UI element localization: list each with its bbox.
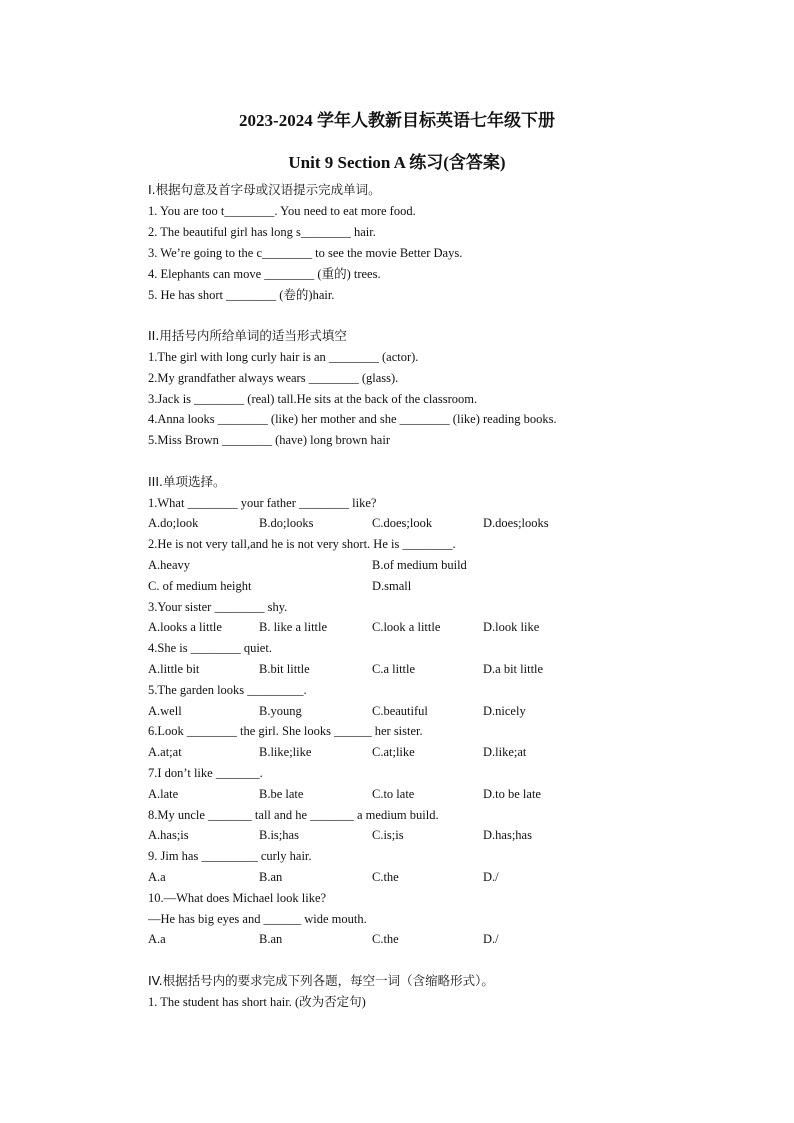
option-c: C.at;like (372, 745, 415, 759)
option-c: C.does;look (372, 516, 433, 530)
question-stem: 5.The garden looks _________. (148, 683, 307, 697)
option-d: D.to be late (483, 787, 541, 801)
option-d: D.has;has (483, 828, 532, 842)
option-a: A.a (148, 932, 166, 946)
option-d: D.nicely (483, 704, 526, 718)
option-b: B.be late (259, 787, 304, 801)
option-a: A.do;look (148, 516, 199, 530)
option-b: B.do;looks (259, 516, 314, 530)
option-a: A.has;is (148, 828, 189, 842)
question-stem: 6.Look ________ the girl. She looks ______ her sister. (148, 724, 423, 738)
option-c: C.is;is (372, 828, 404, 842)
section-1-item: 4. Elephants can move ________ (重的) trees. (148, 267, 381, 281)
option-b: B.is;has (259, 828, 299, 842)
question-stem-line-2: —He has big eyes and ______ wide mouth. (148, 912, 367, 926)
section-2-item: 1.The girl with long curly hair is an ________ (actor). (148, 350, 419, 364)
option-a: A.a (148, 870, 166, 884)
option-b: B.young (259, 704, 302, 718)
option-a: A.late (148, 787, 179, 801)
question-stem: 2.He is not very tall,and he is not very short. He is ________. (148, 537, 456, 551)
option-c: C.to late (372, 787, 415, 801)
section-4-item: 1. The student has short hair. (改为否定句) (148, 995, 366, 1009)
page-title: 2023-2024 学年人教新目标英语七年级下册 (239, 111, 555, 130)
question-stem: 3.Your sister ________ shy. (148, 600, 288, 614)
option-a: A.little bit (148, 662, 200, 676)
question-stem: 9. Jim has _________ curly hair. (148, 849, 312, 863)
option-a: A.well (148, 704, 182, 718)
option-d: D.small (372, 579, 412, 593)
question-stem: 8.My uncle _______ tall and he _______ a medium build. (148, 808, 439, 822)
option-d: D./ (483, 932, 499, 946)
option-b: B.an (259, 932, 283, 946)
option-c: C.the (372, 870, 399, 884)
question-stem: 7.I don’t like _______. (148, 766, 263, 780)
option-d: D.look like (483, 620, 540, 634)
question-stem: 4.She is ________ quiet. (148, 641, 272, 655)
section-1-item: 5. He has short ________ (卷的)hair. (148, 288, 335, 302)
section-2-item: 2.My grandfather always wears ________ (glass). (148, 371, 399, 385)
section-1-item: 3. We’re going to the c________ to see the movie Better Days. (148, 246, 463, 260)
page-subtitle: Unit 9 Section A 练习(含答案) (288, 153, 506, 172)
option-d: D.a bit little (483, 662, 544, 676)
option-d: D.does;looks (483, 516, 549, 530)
section-4-heading: IV.根据括号内的要求完成下列各题，每空一词（含缩略形式）。 (148, 973, 494, 988)
option-a: A.at;at (148, 745, 182, 759)
option-c: C.beautiful (372, 704, 428, 718)
section-2-heading: II.用括号内所给单词的适当形式填空 (148, 328, 347, 343)
option-c: C. of medium height (148, 579, 252, 593)
section-2-item: 3.Jack is ________ (real) tall.He sits at the back of the classroom. (148, 392, 478, 406)
option-d: D./ (483, 870, 499, 884)
section-2-item: 5.Miss Brown ________ (have) long brown hair (148, 433, 390, 447)
option-c: C.a little (372, 662, 416, 676)
option-a: A.looks a little (148, 620, 222, 634)
option-c: C.look a little (372, 620, 441, 634)
question-stem: 10.—What does Michael look like? (148, 891, 327, 905)
question-stem: 1.What ________ your father ________ like? (148, 496, 377, 510)
option-d: D.like;at (483, 745, 527, 759)
section-1-item: 1. You are too t________. You need to eat more food. (148, 204, 416, 218)
option-b: B. like a little (259, 620, 328, 634)
section-2-item: 4.Anna looks ________ (like) her mother and she ________ (like) reading books. (148, 412, 557, 426)
option-b: B.of medium build (372, 558, 467, 572)
option-a: A.heavy (148, 558, 190, 572)
section-1-item: 2. The beautiful girl has long s________ hair. (148, 225, 376, 239)
option-b: B.like;like (259, 745, 312, 759)
section-1-heading: I.根据句意及首字母或汉语提示完成单词。 (148, 182, 381, 197)
section-3-heading: III.单项选择。 (148, 474, 226, 489)
option-b: B.an (259, 870, 283, 884)
option-c: C.the (372, 932, 399, 946)
option-b: B.bit little (259, 662, 310, 676)
